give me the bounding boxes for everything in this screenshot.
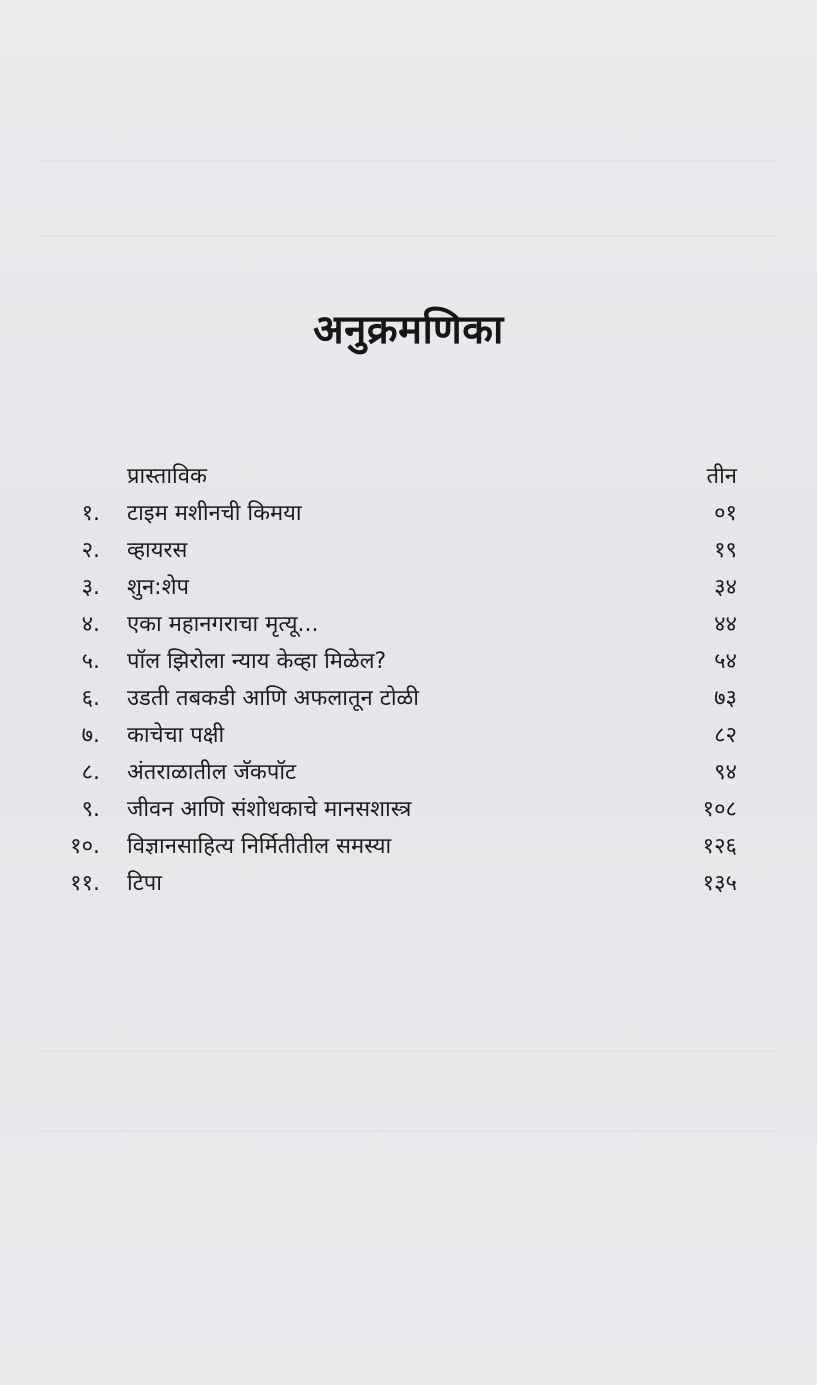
entry-title: विज्ञानसाहित्य निर्मितीतील समस्या — [127, 834, 392, 859]
entry-page-number: ५४ — [714, 649, 737, 674]
entry-page-number: ०१ — [714, 501, 737, 526]
toc-entry — [0, 680, 817, 717]
entry-page-number: ४४ — [714, 612, 737, 637]
entry-number: ९. — [81, 797, 100, 822]
entry-page-number: १३५ — [702, 871, 737, 896]
entry-number: २. — [81, 538, 100, 563]
entry-page-number: ९४ — [714, 760, 737, 785]
entry-number: ४. — [81, 612, 100, 637]
toc-entry — [0, 865, 817, 902]
entry-title: उडती तबकडी आणि अफलातून टोळी — [127, 686, 419, 711]
entry-page-number: ३४ — [714, 575, 737, 600]
toc-entry — [0, 569, 817, 606]
entry-title: शुन:शेप — [127, 575, 190, 600]
entry-number: १०. — [70, 834, 100, 859]
entry-title: प्रास्ताविक — [127, 464, 207, 489]
entry-title: टिपा — [127, 871, 162, 896]
page-title: अनुक्रमणिका — [313, 307, 504, 353]
entry-number: ११. — [70, 871, 100, 896]
entry-page-number: ८२ — [714, 723, 737, 748]
entry-page-number: ७३ — [714, 686, 737, 711]
toc-entry — [0, 495, 817, 532]
entry-page-number: तीन — [706, 464, 737, 489]
entry-number: ८. — [81, 760, 100, 785]
bleed-through-line — [40, 1130, 777, 1132]
toc-entry — [0, 828, 817, 865]
toc-entry — [0, 754, 817, 791]
entry-title: पॉल झिरोला न्याय केव्हा मिळेल? — [127, 649, 387, 674]
entry-number: १. — [81, 501, 100, 526]
entry-number: ३. — [81, 575, 100, 600]
entry-number: ६. — [81, 686, 100, 711]
entry-page-number: १२६ — [702, 834, 737, 859]
entry-title: जीवन आणि संशोधकाचे मानसशास्त्र — [127, 797, 412, 822]
entry-number: ७. — [81, 723, 100, 748]
entry-page-number: १०८ — [702, 797, 737, 822]
entry-title: काचेचा पक्षी — [127, 723, 225, 748]
bleed-through-line — [40, 235, 777, 237]
entry-title: टाइम मशीनची किमया — [127, 501, 302, 526]
entry-title: अंतराळातील जॅकपॉट — [127, 760, 297, 785]
table-of-contents — [0, 458, 817, 902]
toc-entry — [0, 606, 817, 643]
entry-title: एका महानगराचा मृत्यू... — [127, 612, 319, 637]
toc-entry — [0, 532, 817, 569]
entry-title: व्हायरस — [127, 538, 188, 563]
toc-entry — [0, 717, 817, 754]
bleed-through-line — [40, 160, 777, 162]
toc-entry — [0, 643, 817, 680]
entry-number: ५. — [81, 649, 100, 674]
entry-page-number: १९ — [714, 538, 737, 563]
toc-entry — [0, 458, 817, 495]
bleed-through-line — [40, 1050, 777, 1052]
toc-entry — [0, 791, 817, 828]
